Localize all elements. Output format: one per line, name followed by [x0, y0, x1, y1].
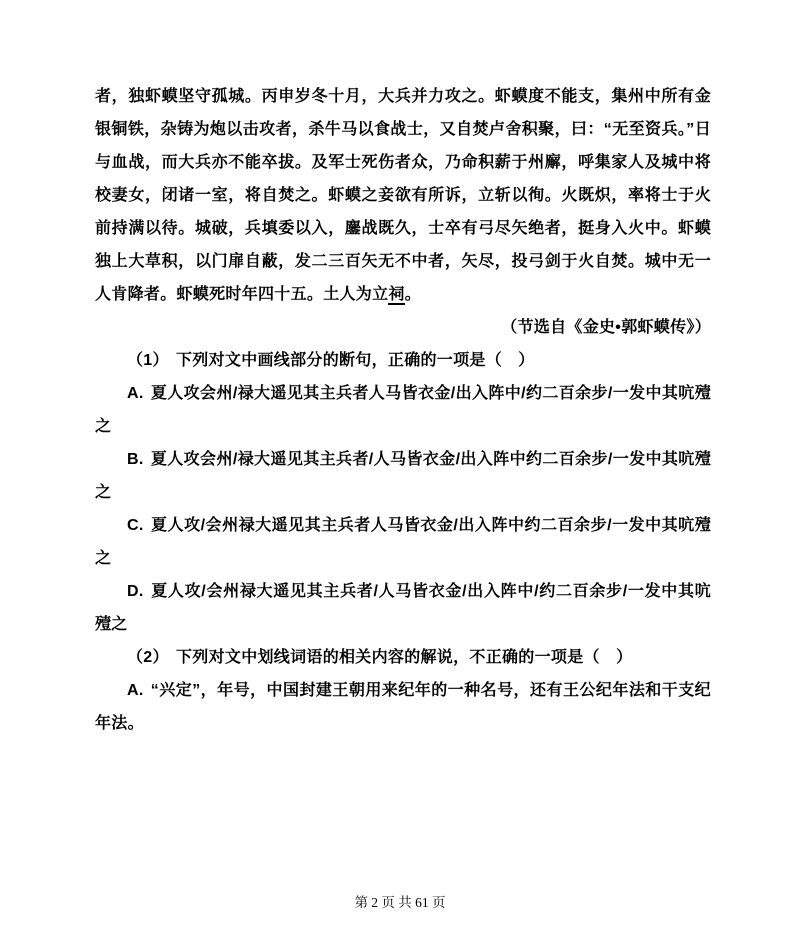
- option-label: A.: [127, 385, 144, 402]
- question-1-option-a: [95, 377, 711, 443]
- option-label: D.: [127, 583, 144, 600]
- option-text: 夏人攻/会州禄大遥见其主兵者人马皆衣金/出入阵中约二百余步/一发中其吭殪之: [95, 517, 711, 567]
- underlined-term: 祠: [388, 286, 405, 303]
- option-text: 夏人攻会州/禄大遥见其主兵者/人马皆衣金/出入阵中约二百余步/一发中其吭殪之: [95, 451, 711, 501]
- passage-text: 者，独虾蟆坚守孤城。丙申岁冬十月，大兵并力攻之。虾蟆度不能支，集州中所有金银铜铁，杂铸为炮以击攻者，杀牛马以食战士，又自焚卢舍积聚，曰：“无至资兵。”日与血战，而大兵亦不能卒拔。及军士死伤者众，乃命积薪于州廨，呼集家人及城中将校妻女，闭诸一室，将自焚之。虾蟆之妾欲有所诉，立斩以徇。火既炽，率将士于火前持满以待。城破，兵填委以入，鏖战既久，士卒有弓尽矢绝者，挺身入火中。虾蟆独上大草积，以门扉自蔽，发二三百矢无不中者，矢尽，投弓剑于火自焚。城中无一人肯降者。虾蟆死时年四十五。土人为立: [95, 88, 711, 303]
- option-label: B.: [127, 451, 144, 468]
- question-2-stem: [95, 641, 711, 674]
- option-label: A.: [127, 682, 144, 699]
- question-1-option-b: [95, 443, 711, 509]
- passage-period: 。: [404, 286, 422, 303]
- page-content: [95, 80, 711, 740]
- source-citation: （节选自《金史•郭虾蟆传》）: [501, 319, 711, 336]
- page-number-footer: 第 2 页 共 61 页: [354, 895, 446, 910]
- question-1-option-c: [95, 509, 711, 575]
- option-text: “兴定”，年号，中国封建王朝用来纪年的一种名号，还有王公纪年法和干支纪年法。: [95, 682, 711, 732]
- option-text: 夏人攻/会州禄大遥见其主兵者/人马皆衣金/出入阵中/约二百余步/一发中其吭殪之: [95, 583, 711, 633]
- question-1-text: 下列对文中画线部分的断句，正确的一项是（ ）: [176, 352, 535, 369]
- question-1-stem: [95, 344, 711, 377]
- question-1-option-d: [95, 575, 711, 641]
- option-text: 夏人攻会州/禄大遥见其主兵者人马皆衣金/出入阵中/约二百余步/一发中其吭殪之: [95, 385, 711, 435]
- question-1-number: （1）: [127, 352, 169, 369]
- question-2-number: （2）: [127, 649, 169, 666]
- question-2-text: 下列对文中划线词语的相关内容的解说，不正确的一项是（ ）: [176, 649, 633, 666]
- question-2-option-a: [95, 674, 711, 740]
- option-label: C.: [127, 517, 144, 534]
- passage-paragraph: [95, 80, 711, 311]
